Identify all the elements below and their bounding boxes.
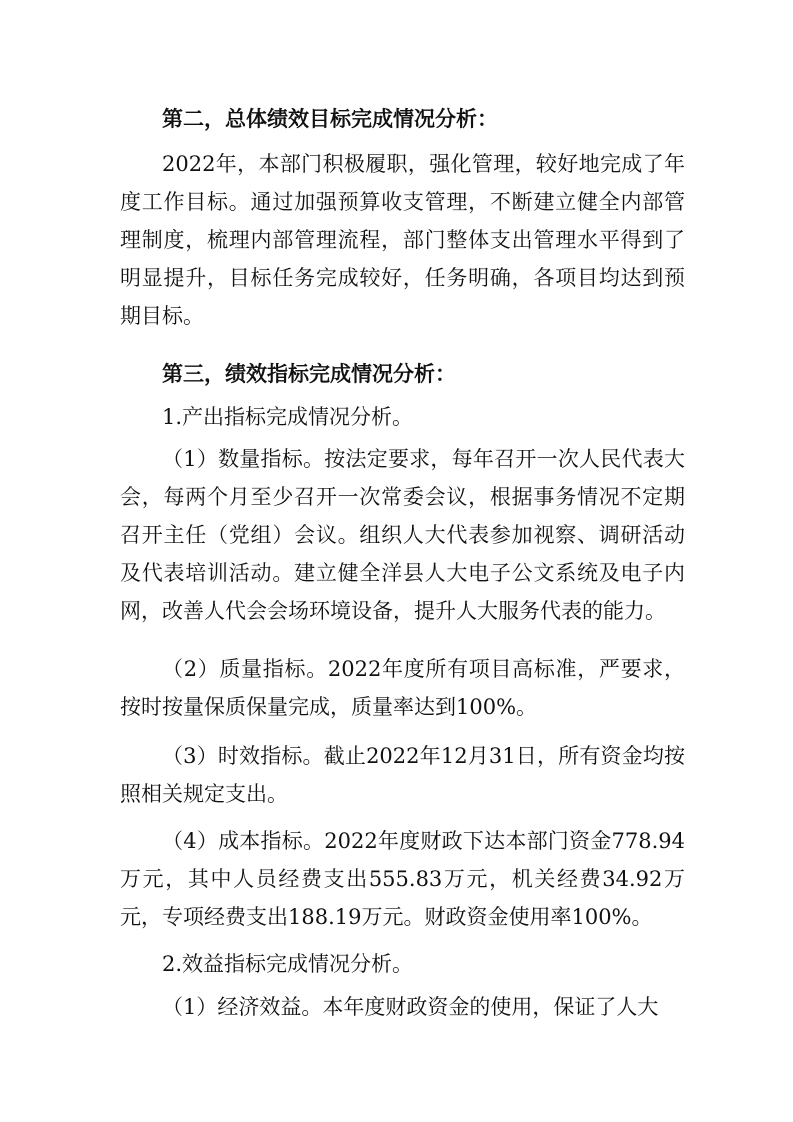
section-heading-overall-goal: 第二，总体绩效目标完成情况分析：: [162, 107, 498, 131]
paragraph-overall-goal: 2022年，本部门积极履职，强化管理，较好地完成了年度工作目标。通过加强预算收支管理，不断建立健全内部管理制度，梳理内部管理流程，部门整体支出管理水平得到了明显提升，目标任务完成较好，任务明确，各项目均达到预期目标。: [120, 152, 685, 328]
subheading-output-indicators: 1.产出指标完成情况分析。: [162, 405, 414, 429]
paragraph-economic-benefit: （1）经济效益。本年度财政资金的使用，保证了人大: [162, 995, 659, 1019]
paragraph-quantity-indicator: （1）数量指标。按法定要求，每年召开一次人民代表大会，每两个月至少召开一次常委会议，根据事务情况不定期召开主任（党组）会议。组织人大代表参加视察、调研活动及代表培训活动。建立健全洋县人大电子公文系统及电子内网，改善人代会会场环境设备，提升人大服务代表的能力。: [120, 447, 685, 623]
subheading-benefit-indicators: 2.效益指标完成情况分析。: [162, 952, 414, 976]
section-heading-indicators: 第三，绩效指标完成情况分析：: [162, 362, 456, 386]
paragraph-quality-indicator: （2）质量指标。2022年度所有项目高标准，严要求，按时按量保质保量完成，质量率达到100%。: [120, 657, 685, 719]
paragraph-cost-indicator: （4）成本指标。2022年度财政下达本部门资金778.94万元，其中人员经费支出555.83万元，机关经费34.92万元，专项经费支出188.19万元。财政资金使用率100%。: [120, 829, 685, 929]
paragraph-timeliness-indicator: （3）时效指标。截止2022年12月31日，所有资金均按照相关规定支出。: [120, 744, 685, 806]
